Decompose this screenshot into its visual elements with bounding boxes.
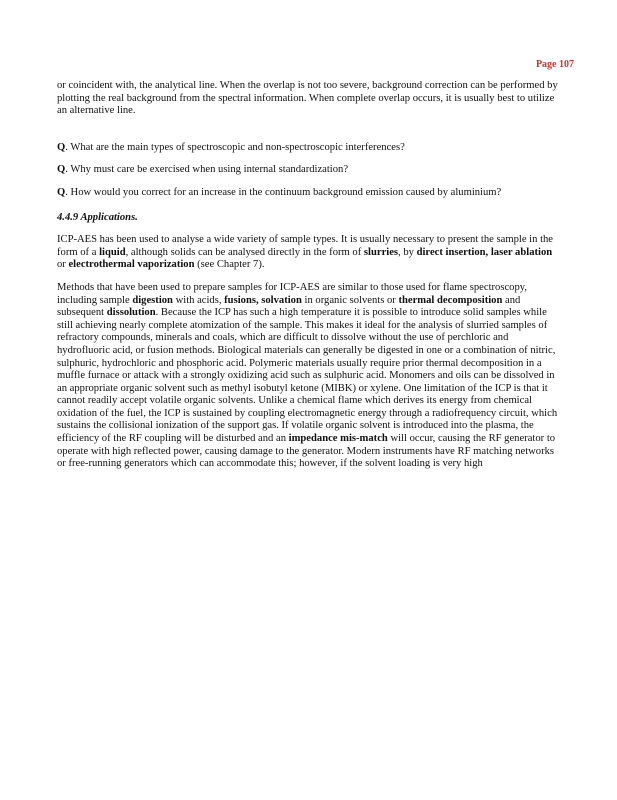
bold-term: direct insertion, laser ablation xyxy=(416,246,553,258)
page-number: Page 107 xyxy=(535,59,574,70)
bold-term: thermal decomposition xyxy=(398,294,503,306)
text-run: . Because the ICP has such a high temperature it is possible to introduce solid samples while still achieving nearly complete atomization of the sample. This makes it ideal for the analysis of slurried samples of refractory compounds, minerals and coals, which are difficult to dissolve without the use of perchloric and hydrofluoric acid, or fusion methods. Biological materials can generally be digested in one or a combination of nitric, sulphuric, hydrochloric and phosphoric acid. Polymeric materials usually require prior thermal decomposition in a muffle furnace or attack with a strongly oxidizing acid such as sulphuric acid. Monomers and oils can be dissolved in an appropriate organic solvent such as methyl isobutyl ketone (MIBK) or xylene. One limitation of the ICP is that it cannot readily accept volatile organic solvents. Unlike a chemical flame which derives its energy from chemical oxidation of the fuel, the ICP is sustained by coupling electromagnetic energy through a radiofrequency circuit, which sustains the collisional ionization of the support gas. If volatile organic solvent is introduced into the plasma, the efficiency of the RF coupling will be disturbed and an xyxy=(57,307,558,445)
bold-term: electrothermal vaporization xyxy=(68,259,195,271)
page-content xyxy=(57,80,562,481)
bold-term: liquid xyxy=(99,246,126,258)
section-heading: 4.4.9 Applications. xyxy=(57,211,138,223)
question-3 xyxy=(57,187,562,200)
question-1 xyxy=(57,142,562,155)
question-text: . Why must care be exercised when using internal standardization? xyxy=(65,164,349,176)
applications-paragraph-1 xyxy=(57,234,562,272)
text-run: will occur, causing the RF generator to operate with high reflected power, causing damage to the generator. Modern instruments have RF matching networks or free-running generators which can accommodate this; however, if the solvent loading is very high xyxy=(57,433,556,470)
text-run: Methods that have been used to prepare samples for ICP-AES are similar to those used for flame spectroscopy, including sample xyxy=(57,281,528,306)
applications-paragraph-2 xyxy=(57,282,562,471)
question-label: Q xyxy=(57,141,66,153)
intro-paragraph: or coincident with, the analytical line. When the overlap is not too severe, background correction can be performed by plotting the real background from the spectral information. When complete overlap occurs, it is usually best to utilize an alternative line. xyxy=(57,80,558,117)
question-label: Q xyxy=(57,164,66,176)
text-run: and subsequent xyxy=(57,294,521,319)
question-2 xyxy=(57,164,562,177)
bold-term: slurries xyxy=(363,246,399,258)
bold-term: fusions, solvation xyxy=(224,294,302,306)
text-run: or xyxy=(57,259,69,271)
text-run: (see Chapter 7). xyxy=(194,259,265,271)
question-label: Q xyxy=(57,186,66,198)
text-run: , although solids can be analysed directly in the form of xyxy=(125,246,364,258)
bold-term: digestion xyxy=(132,294,173,306)
bold-term: dissolution xyxy=(106,307,156,319)
text-run: with acids, xyxy=(172,294,225,306)
question-text: . What are the main types of spectroscopic and non-spectroscopic interferences? xyxy=(65,141,405,153)
text-run: in organic solvents or xyxy=(301,294,399,306)
text-run: ICP-AES has been used to analyse a wide variety of sample types. It is usually necessary to present the sample in the form of a xyxy=(57,234,554,258)
text-run: , by xyxy=(398,246,417,258)
bold-term: impedance mis-match xyxy=(288,433,388,445)
question-text: . How would you correct for an increase in the continuum background emission caused by aluminium? xyxy=(65,186,502,198)
